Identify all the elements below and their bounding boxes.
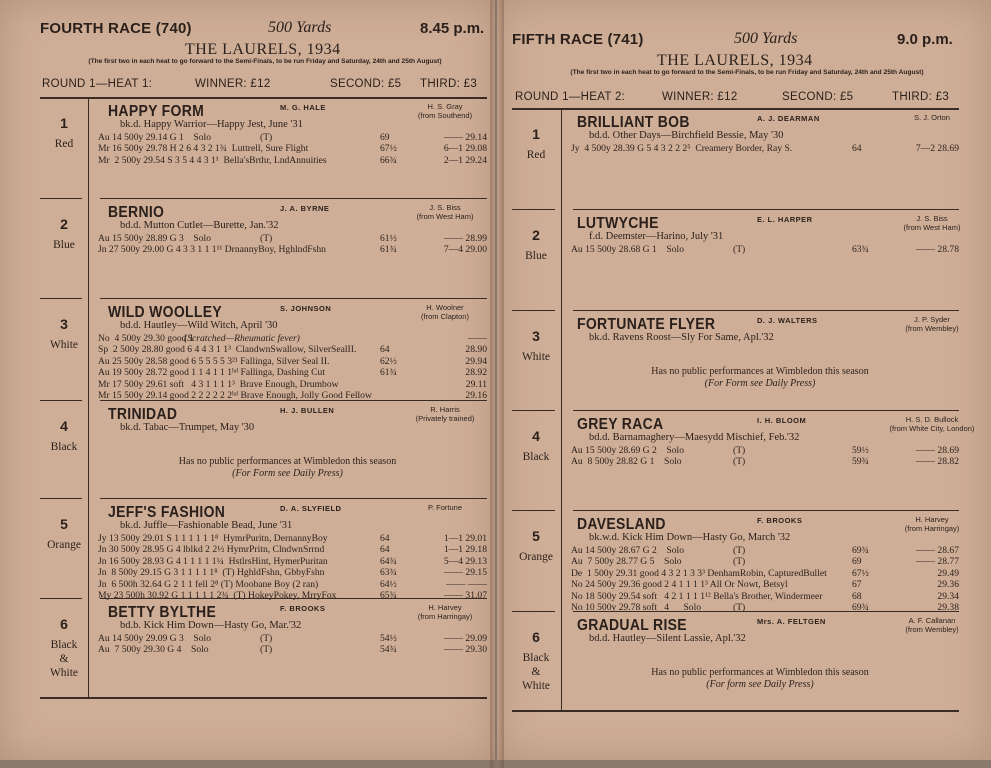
- greyhound-name: GRADUAL RISE: [577, 615, 687, 634]
- form-line: No 18 500y 29.54 soft 4 2 1 1 1 1¹² Bella's Brother, Windermeer: [571, 590, 823, 602]
- trainer-name: H. Harvey: [428, 603, 462, 612]
- form-result: —— 28.99: [443, 233, 487, 244]
- form-weight: 67½: [380, 143, 397, 155]
- form-note: (T): [733, 602, 746, 613]
- trainer-name: H. S. Gray: [427, 102, 463, 111]
- form-result: 29.36: [937, 579, 959, 591]
- form-result: 29.16: [465, 390, 487, 401]
- owner-name: S. JOHNSON: [280, 304, 332, 313]
- row-rule: [573, 510, 959, 511]
- trainer-name: P. Fortune: [427, 503, 463, 512]
- form-note: (T): [733, 545, 746, 556]
- race-distance: 500 Yards: [268, 19, 332, 36]
- breeding-line: bd.d. Barnamaghery—Maesydd Mischief, Feb.'32: [589, 432, 800, 443]
- form-weight: 64½: [380, 578, 397, 590]
- trap-number: 1: [532, 126, 540, 142]
- form-result: 1—1 29.18: [443, 544, 487, 556]
- form-line: No 10 500y 29.78 soft 4 Solo: [571, 602, 702, 613]
- row-rule-left: [40, 598, 82, 599]
- form-line: Au 14 500y 29.14 G 1 Solo: [98, 132, 211, 143]
- greyhound-name: WILD WOOLLEY: [108, 302, 223, 321]
- trainer-name: J. P. Syder: [914, 315, 950, 324]
- table-top-rule: [40, 97, 487, 99]
- prize-third: THIRD: £3: [892, 91, 950, 103]
- trainer-location: (Privately trained): [415, 414, 475, 423]
- event-title: THE LAURELS, 1934: [657, 52, 813, 69]
- trainer-name: R. Harris: [430, 405, 460, 414]
- greyhound-name: BRILLIANT BOB: [577, 112, 690, 131]
- form-note: (T): [260, 233, 273, 244]
- trap-colour: White: [521, 351, 551, 363]
- form-result: —— 29.30: [443, 644, 487, 656]
- trap-colour: Black & White: [521, 652, 551, 692]
- form-line: Mr 15 500y 29.14 good 2 2 2 2 2 2ʰᵈ Brave Enough, Jolly Good Fellow: [98, 390, 372, 401]
- row-rule-left: [40, 198, 82, 199]
- trainer-location: (from Harringay): [417, 612, 473, 621]
- race-title: FIFTH RACE (741): [512, 31, 644, 48]
- form-result: —— 28.69: [915, 445, 959, 456]
- qualification-note: (The first two in each heat to go forward to the Semi-Finals, to be run Friday and Saturday, 24th and 25th August): [88, 58, 442, 65]
- form-line: Jn 16 500y 28.93 G 4 1 1 1 1 1¼ HstlrsHint, HymerPuritan: [98, 555, 328, 567]
- form-weight: 65¾: [380, 590, 397, 601]
- breeding-line: bd.d. Hautley—Silent Lassie, Apl.'32: [589, 633, 746, 644]
- trainer-name: A. F. Callanan: [908, 616, 956, 625]
- form-line: Mr 17 500y 29.61 soft 4 3 1 1 1 1³ Brave Enough, Drumbow: [98, 378, 339, 390]
- form-line: Au 19 500y 28.72 good 1 1 4 1 1 1ʰᵈ Fallinga, Dashing Cut: [98, 367, 325, 379]
- form-weight: 69¾: [852, 545, 869, 556]
- form-result: —— ——: [446, 578, 487, 590]
- form-result: 29.49: [937, 567, 959, 579]
- breeding-line: bd.d. Other Days—Birchfield Bessie, May '30: [589, 130, 784, 141]
- form-note: (T): [260, 132, 273, 143]
- form-note: (T): [260, 633, 273, 644]
- form-line: De 1 500y 29.31 good 4 3 2 1 3 3³ DenhamRobin, CapturedBullet: [571, 567, 827, 579]
- row-rule: [573, 209, 959, 210]
- row-rule-left: [40, 400, 82, 401]
- form-weight: 68: [852, 590, 862, 602]
- form-line: Jn 6 500h 32.64 G 2 1 1 fell 2⁸ (T) Moobane Boy (2 ran): [98, 578, 319, 590]
- form-result: 29.34: [937, 590, 959, 602]
- table-bottom-rule: [512, 710, 959, 712]
- no-performance-note: Has no public performances at Wimbledon this season: [178, 456, 397, 467]
- breeding-line: bk.w.d. Kick Him Down—Hasty Go, March '32: [589, 532, 791, 543]
- trainer-name: H. Woolner: [426, 303, 464, 312]
- form-result: 29.11: [465, 378, 487, 390]
- form-line: Au 25 500y 28.58 good 6 5 5 5 5 3²¹ Fallinga, Silver Seal II.: [98, 355, 330, 367]
- daily-press-note: (For Form see Daily Press): [232, 468, 343, 479]
- trainer-name: H. S. D. Bullock: [905, 415, 959, 424]
- row-rule-left: [512, 310, 555, 311]
- form-weight: 67½: [852, 567, 869, 579]
- form-note: (T): [733, 445, 746, 456]
- daily-press-note: (For Form see Daily Press): [704, 378, 816, 389]
- trap-number: 3: [60, 316, 68, 332]
- form-result: 29.38: [937, 602, 959, 613]
- form-note: (Scratched—Rheumatic fever): [184, 333, 300, 344]
- form-weight: 54¾: [380, 644, 397, 656]
- owner-name: I. H. BLOOM: [757, 416, 807, 425]
- trainer-location: (from West Ham): [416, 212, 474, 221]
- breeding-line: bk.d. Juffle—Fashionable Bead, June '31: [120, 520, 293, 531]
- form-weight: 64: [380, 344, 390, 356]
- prize-round: ROUND 1—HEAT 2:: [515, 91, 626, 103]
- form-weight: 54½: [380, 633, 397, 644]
- page-gutter: [490, 0, 504, 768]
- qualification-note: (The first two in each heat to go forward to the Semi-Finals, to be run Friday and Saturday, 24th and 25th August): [570, 69, 924, 76]
- trap-number: 2: [532, 227, 540, 243]
- row-rule: [573, 611, 959, 612]
- breeding-line: bd.b. Kick Him Down—Hasty Go, Mar.'32: [120, 620, 302, 631]
- trap-colour: Orange: [47, 539, 81, 551]
- prize-round: ROUND 1—HEAT 1:: [42, 78, 153, 90]
- greyhound-name: LUTWYCHE: [577, 213, 659, 232]
- form-line: Jy 13 500y 29.01 S 1 1 1 1 1 1⁸ HymrPuritn, DernannyBoy: [98, 533, 328, 544]
- form-line: Mr 2 500y 29.54 S 3 5 4 4 3 1¹ Bella'sBrthr, LndAnnuities: [98, 154, 327, 166]
- trap-number: 4: [532, 428, 540, 444]
- trap-column-rule: [561, 108, 562, 710]
- race-time: 8.45 p.m.: [420, 20, 485, 37]
- trainer-name: J. S. Biss: [916, 214, 948, 223]
- owner-name: Mrs. A. FELTGEN: [757, 617, 826, 626]
- row-rule-left: [40, 498, 82, 499]
- table-top-rule: [512, 108, 959, 110]
- form-result: —— 28.78: [915, 244, 959, 255]
- form-weight: 67: [852, 579, 862, 591]
- trap-colour: Red: [526, 149, 546, 161]
- form-line: Au 8 500y 28.82 G 1 Solo: [571, 456, 682, 468]
- race-time: 9.0 p.m.: [897, 31, 953, 48]
- greyhound-name: FORTUNATE FLYER: [577, 314, 716, 333]
- form-weight: 59½: [852, 445, 869, 456]
- table-bottom-rule: [40, 697, 487, 699]
- trap-colour: Black & White: [49, 639, 79, 679]
- form-result: 28.90: [465, 344, 487, 356]
- form-line: Au 15 500y 28.89 G 3 Solo: [98, 233, 211, 244]
- right-page: [497, 0, 991, 760]
- form-line: Au 14 500y 28.67 G 2 Solo: [571, 545, 684, 556]
- form-line: Sp 2 500y 28.80 good 6 4 4 3 1 1³ ClandwnSwallow, SilverSealII.: [98, 344, 357, 356]
- form-result: —— 29.09: [443, 633, 487, 644]
- owner-name: F. BROOKS: [757, 516, 803, 525]
- race-title: FOURTH RACE (740): [40, 20, 192, 37]
- trap-number: 2: [60, 216, 68, 232]
- trainer-location: (from Wembley): [905, 324, 959, 333]
- owner-name: A. J. DEARMAN: [757, 114, 820, 123]
- breeding-line: bk.d. Happy Warrior—Happy Jest, June '31: [120, 119, 303, 130]
- form-line: Jn 30 500y 28.95 G 4 lblkd 2 2½ HymrPritn, ClndwnSrrnd: [98, 544, 325, 556]
- form-weight: 61¾: [380, 244, 397, 256]
- greyhound-name: BETTY BYLTHE: [108, 602, 217, 621]
- trap-colour: Blue: [53, 239, 75, 251]
- no-performance-note: Has no public performances at Wimbledon this season: [651, 667, 869, 678]
- form-note: (T): [733, 244, 746, 255]
- trap-colour: Black: [522, 451, 550, 463]
- greyhound-name: JEFF'S FASHION: [108, 502, 226, 521]
- form-result: 5—4 29.13: [443, 555, 487, 567]
- form-line: Jn 8 500y 29.15 G 3 1 1 1 1 1⁸ (T) HghldFshn, GbbyFshn: [98, 567, 325, 579]
- greyhound-name: HAPPY FORM: [108, 101, 205, 120]
- trap-number: 6: [60, 616, 68, 632]
- row-rule: [100, 198, 487, 199]
- form-result: 7—2 28.69: [915, 143, 959, 154]
- form-note: (T): [260, 644, 273, 656]
- trap-colour: Orange: [519, 551, 553, 563]
- owner-name: F. BROOKS: [280, 604, 326, 613]
- form-weight: 64: [380, 544, 390, 556]
- form-line: My 23 500h 30.92 G 1 1 1 1 1 2¾ (T) HokeyPokey, MrryFox: [98, 590, 337, 601]
- row-rule-left: [512, 410, 555, 411]
- form-note: (T): [733, 456, 746, 468]
- breeding-line: bd.d. Mutton Cutlet—Burette, Jan.'32: [120, 220, 279, 231]
- form-weight: 61½: [380, 233, 397, 244]
- trainer-location: (from West Ham): [903, 223, 961, 232]
- form-weight: 63¾: [380, 567, 397, 579]
- form-weight: 69¾: [852, 602, 869, 613]
- form-weight: 64¾: [380, 555, 397, 567]
- row-rule-left: [512, 611, 555, 612]
- trainer-location: (from Wembley): [905, 625, 959, 634]
- greyhound-name: DAVESLAND: [577, 514, 666, 533]
- trainer-location: (from Harringay): [904, 524, 960, 533]
- form-weight: 64: [380, 533, 390, 544]
- form-result: —— 31.07: [443, 590, 487, 601]
- form-weight: 61¾: [380, 367, 397, 379]
- form-result: ——: [467, 333, 487, 344]
- form-weight: 59¾: [852, 456, 869, 468]
- row-rule: [573, 410, 959, 411]
- trap-colour: Black: [50, 441, 78, 453]
- left-page: [0, 0, 495, 760]
- form-result: —— 29.15: [443, 567, 487, 579]
- greyhound-name: TRINIDAD: [108, 404, 178, 423]
- prize-third: THIRD: £3: [420, 78, 478, 90]
- trap-number: 6: [532, 629, 540, 645]
- breeding-line: bk.d. Tabac—Trumpet, May '30: [120, 422, 255, 433]
- greyhound-name: GREY RACA: [577, 414, 664, 433]
- breeding-line: bd.d. Hautley—Wild Witch, April '30: [120, 320, 278, 331]
- owner-name: H. J. BULLEN: [280, 406, 335, 415]
- trap-number: 1: [60, 115, 68, 131]
- breeding-line: f.d. Deemster—Harino, July '31: [589, 231, 724, 242]
- form-weight: 66¾: [380, 154, 397, 166]
- form-line: Jn 27 500y 29.00 G 4 3 3 1 1 1¹¹ DrnannyBoy, HghlndFshn: [98, 244, 326, 256]
- owner-name: E. L. HARPER: [757, 215, 813, 224]
- row-rule: [100, 298, 487, 299]
- form-result: 1—1 29.01: [443, 533, 487, 544]
- form-result: 6—1 29.08: [443, 143, 487, 155]
- trap-colour: White: [49, 339, 79, 351]
- trainer-name: H. Harvey: [915, 515, 949, 524]
- form-result: —— 29.14: [443, 132, 487, 143]
- trap-number: 3: [532, 328, 540, 344]
- form-line: Jy 4 500y 28.39 G 5 4 3 2 2 2⁵ Creamery Border, Ray S.: [571, 143, 793, 154]
- form-line: Au 15 500y 28.69 G 2 Solo: [571, 445, 684, 456]
- trap-colour: Red: [54, 138, 74, 150]
- row-rule: [100, 400, 487, 401]
- form-line: Au 7 500y 29.30 G 4 Solo: [98, 644, 209, 656]
- row-rule: [100, 498, 487, 499]
- trap-number: 5: [532, 528, 540, 544]
- greyhound-name: BERNIO: [108, 202, 165, 221]
- trap-column-rule: [88, 97, 89, 697]
- no-performance-note: Has no public performances at Wimbledon this season: [651, 366, 869, 377]
- trap-colour: Blue: [525, 250, 547, 262]
- form-weight: 62½: [380, 355, 397, 367]
- prize-second: SECOND: £5: [330, 78, 402, 90]
- form-weight: 69: [380, 132, 390, 143]
- trap-number: 5: [60, 516, 68, 532]
- race-distance: 500 Yards: [734, 30, 798, 47]
- form-line: No 4 500y 29.30 good 1: [98, 333, 194, 344]
- prize-winner: WINNER: £12: [195, 78, 271, 90]
- form-note: (T): [733, 556, 746, 568]
- owner-name: D. J. WALTERS: [757, 316, 818, 325]
- row-rule-left: [512, 510, 555, 511]
- form-line: Au 7 500y 28.77 G 5 Solo: [571, 556, 682, 568]
- form-weight: 69: [852, 556, 862, 568]
- form-line: Au 15 500y 28.68 G 1 Solo: [571, 244, 684, 255]
- row-rule-left: [512, 209, 555, 210]
- trainer-name: S. J. Orton: [914, 113, 950, 122]
- prize-second: SECOND: £5: [782, 91, 854, 103]
- breeding-line: bk.d. Ravens Roost—Sly For Same, Apl.'32: [589, 332, 774, 343]
- trainer-location: (from Southend): [417, 111, 473, 120]
- form-weight: 63¾: [852, 244, 869, 255]
- form-result: 7—4 29.00: [443, 244, 487, 256]
- form-result: 29.94: [465, 355, 487, 367]
- prize-winner: WINNER: £12: [662, 91, 738, 103]
- form-result: 28.92: [465, 367, 487, 379]
- daily-press-note: (For form see Daily Press): [706, 679, 814, 690]
- form-line: No 24 500y 29.36 good 2 4 1 1 1 1³ All Or Nowt, Betsyl: [571, 579, 788, 591]
- row-rule: [100, 598, 487, 599]
- trap-number: 4: [60, 418, 68, 434]
- event-title: THE LAURELS, 1934: [185, 41, 341, 58]
- form-line: Mr 16 500y 29.78 H 2 6 4 3 2 1¾ Luttrell, Sure Flight: [98, 143, 309, 155]
- form-result: 2—1 29.24: [443, 154, 487, 166]
- row-rule-left: [40, 298, 82, 299]
- trainer-location: (from Clapton): [421, 312, 469, 321]
- form-result: —— 28.77: [915, 556, 959, 568]
- form-weight: 64: [852, 143, 862, 154]
- owner-name: D. A. SLYFIELD: [280, 504, 342, 513]
- form-result: —— 28.82: [915, 456, 959, 468]
- trainer-name: J. S. Biss: [429, 203, 461, 212]
- owner-name: M. G. HALE: [280, 103, 326, 112]
- owner-name: J. A. BYRNE: [280, 204, 330, 213]
- row-rule: [573, 310, 959, 311]
- trainer-location: (from White City, London): [889, 424, 975, 433]
- form-result: —— 28.67: [915, 545, 959, 556]
- form-line: Au 14 500y 29.09 G 3 Solo: [98, 633, 211, 644]
